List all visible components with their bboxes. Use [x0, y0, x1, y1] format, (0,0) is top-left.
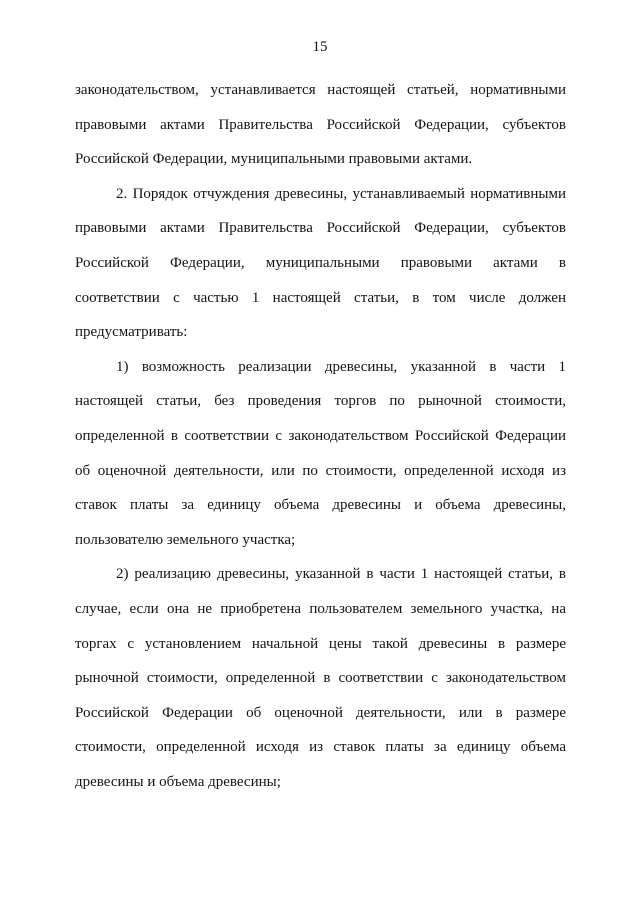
document-body [75, 73, 566, 799]
paragraph-subitem-2: 2) реализацию древесины, указанной в части 1 настоящей статьи, в случае, если она не приобретена пользователем земельного участка, на торгах с установлением начальной цены такой древесины в размере рыночной стоимости, определенной в соответствии с законодательством Российской Федерации об оценочной деятельности, или в размере стоимости, определенной исходя из ставок платы за единицу объема древесины и объема древесины; [75, 566, 566, 790]
paragraph-item-2: 2. Порядок отчуждения древесины, устанавливаемый нормативными правовыми актами Правительства Российской Федерации, субъектов Российской Федерации, муниципальными правовыми актами в соответствии с частью 1 настоящей статьи, в том числе должен предусматривать: [75, 185, 566, 341]
page-number: 15 [312, 39, 328, 55]
paragraph-subitem-1: 1) возможность реализации древесины, указанной в части 1 настоящей статьи, без проведения торгов по рыночной стоимости, определенной в соответствии с законодательством Российской Федерации об оценочной деятельности, или по стоимости, определенной исходя из ставок платы за единицу объема древесины и объема древесины, пользователю земельного участка; [75, 358, 566, 548]
paragraph-continuation: законодательством, устанавливается настоящей статьей, нормативными правовыми актами Правительства Российской Федерации, субъектов Российской Федерации, муниципальными правовыми актами. [75, 82, 566, 168]
